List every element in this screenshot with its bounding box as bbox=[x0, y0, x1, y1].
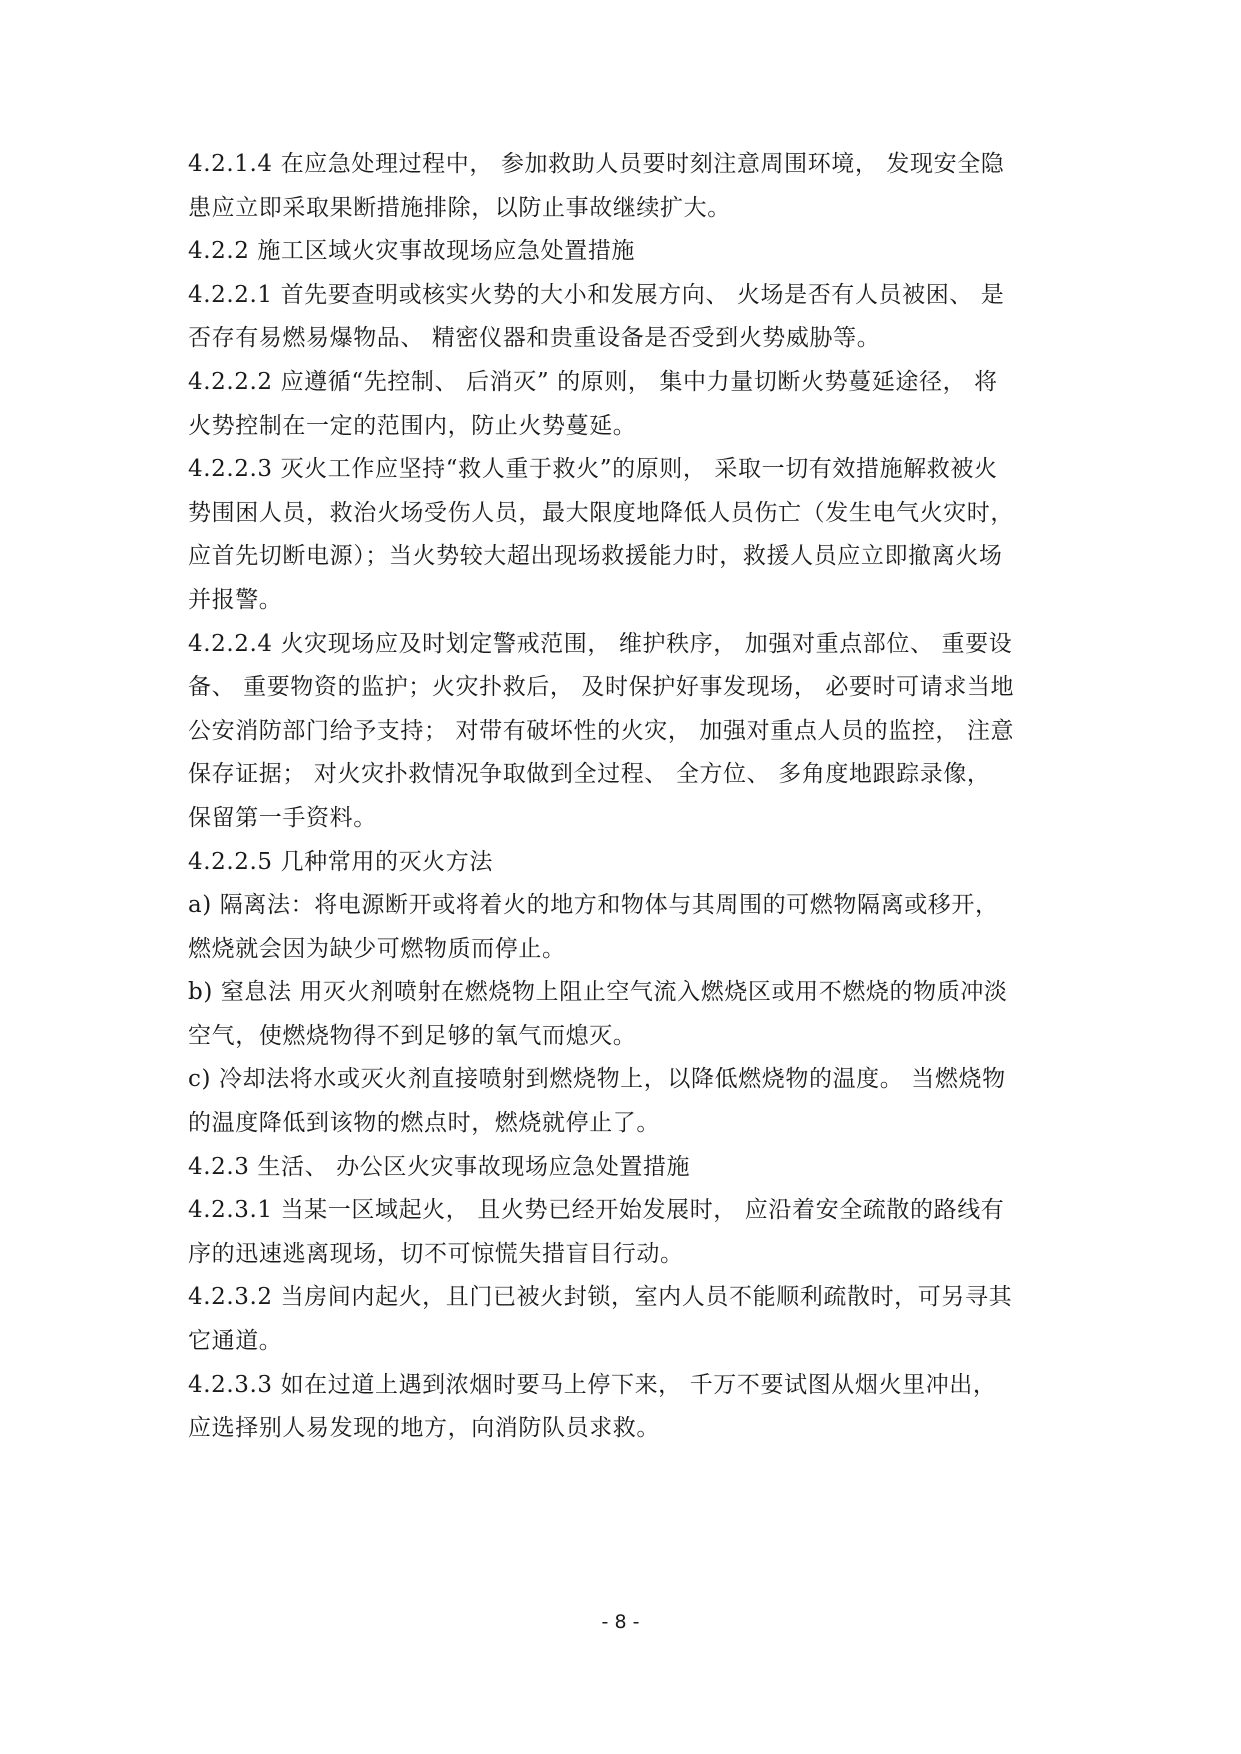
text-line: 它通道。 bbox=[188, 1328, 283, 1355]
text-line: 火势控制在一定的范围内，防止火势蔓延。 bbox=[188, 412, 637, 439]
text-line: 保存证据； 对火灾扑救情况争取做到全过程、 全方位、 多角度地跟踪录像， bbox=[188, 761, 991, 788]
text-line: 备、 重要物资的监护；火灾扑救后， 及时保护好事发现场， 必要时可请求当地 bbox=[188, 674, 1015, 701]
text-line: 4.2.3.2 当房间内起火，且门已被火封锁，室内人员不能顺利疏散时，可另寻其 bbox=[188, 1284, 1013, 1311]
text-line: 否存有易燃易爆物品、 精密仪器和贵重设备是否受到火势威胁等。 bbox=[188, 325, 881, 352]
text-line: 序的迅速逃离现场，切不可惊慌失措盲目行动。 bbox=[188, 1240, 684, 1267]
text-line: 势围困人员，救治火场受伤人员，最大限度地降低人员伤亡（发生电气火灾时， bbox=[188, 499, 1014, 526]
text-line: 4.2.2.2 应遵循“先控制、 后消灭” 的原则， 集中力量切断火势蔓延途径， 将 bbox=[188, 368, 998, 395]
section-heading: 4.2.2 施工区域火灾事故现场应急处置措施 bbox=[188, 238, 636, 265]
text-line: 4.2.2.3 灭火工作应坚持“救人重于救火”的原则， 采取一切有效措施解救被火 bbox=[188, 456, 998, 483]
page-number: - 8 - bbox=[601, 1611, 640, 1633]
text-line: 燃烧就会因为缺少可燃物质而停止。 bbox=[188, 935, 566, 962]
section-heading: 4.2.3 生活、 办公区火灾事故现场应急处置措施 bbox=[188, 1153, 691, 1180]
body-text bbox=[188, 143, 1068, 1451]
text-line: 4.2.3.1 当某一区域起火， 且火势已经开始发展时， 应沿着安全疏散的路线有 bbox=[188, 1197, 1005, 1224]
text-line: 的温度降低到该物的燃点时，燃烧就停止了。 bbox=[188, 1110, 660, 1137]
text-line: 并报警。 bbox=[188, 586, 283, 613]
text-line: 4.2.1.4 在应急处理过程中， 参加救助人员要时刻注意周围环境， 发现安全隐 bbox=[188, 151, 1005, 177]
text-line: 保留第一手资料。 bbox=[188, 804, 377, 831]
text-line: b) 窒息法 用灭火剂喷射在燃烧物上阻止空气流入燃烧区或用不燃烧的物质冲淡 bbox=[188, 979, 1008, 1006]
text-line: 4.2.3.3 如在过道上遇到浓烟时要马上停下来， 千万不要试图从烟火里冲出， bbox=[188, 1371, 997, 1398]
text-line: 空气，使燃烧物得不到足够的氧气而熄灭。 bbox=[188, 1022, 637, 1049]
text-line: 应选择别人易发现的地方，向消防队员求救。 bbox=[188, 1415, 660, 1442]
text-line: 患应立即采取果断措施排除，以防止事故继续扩大。 bbox=[188, 194, 731, 221]
text-line: c) 冷却法将水或灭火剂直接喷射到燃烧物上，以降低燃烧物的温度。 当燃烧物 bbox=[188, 1066, 1006, 1093]
text-line: 应首先切断电源）；当火势较大超出现场救援能力时，救援人员应立即撤离火场 bbox=[188, 543, 1003, 570]
text-line: a) 隔离法：将电源断开或将着火的地方和物体与其周围的可燃物隔离或移开， bbox=[188, 892, 999, 919]
text-line: 公安消防部门给予支持； 对带有破坏性的火灾， 加强对重点人员的监控， 注意 bbox=[188, 717, 1015, 744]
text-line: 4.2.2.4 火灾现场应及时划定警戒范围， 维护秩序， 加强对重点部位、 重要设 bbox=[188, 630, 1013, 657]
section-heading: 4.2.2.5 几种常用的灭火方法 bbox=[188, 848, 493, 875]
text-line: 4.2.2.1 首先要查明或核实火势的大小和发展方向、 火场是否有人员被困、 是 bbox=[188, 281, 1005, 308]
